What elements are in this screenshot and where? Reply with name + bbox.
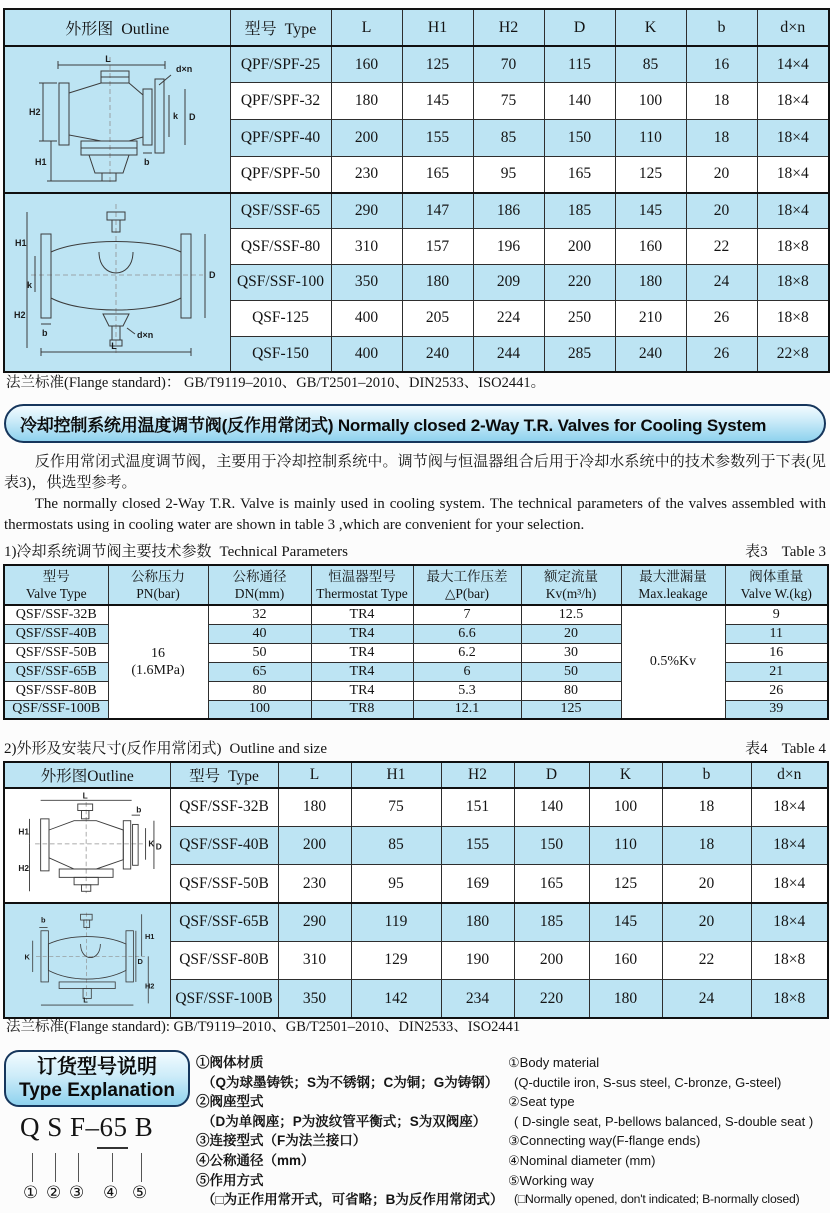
cell: 220 bbox=[544, 265, 615, 301]
svg-text:H1: H1 bbox=[144, 932, 155, 942]
connector-line bbox=[78, 1153, 79, 1182]
cell: 6.6 bbox=[413, 624, 521, 643]
svg-text:D: D bbox=[155, 841, 162, 852]
cell: 5.3 bbox=[413, 681, 521, 700]
svg-text:D: D bbox=[209, 270, 216, 280]
valve-type-cell: QSF-125 bbox=[230, 300, 331, 336]
cell: 20 bbox=[521, 624, 621, 643]
cell: 80 bbox=[521, 681, 621, 700]
code-mark-2: ② bbox=[46, 1183, 62, 1202]
qsf-valve-drawing bbox=[11, 196, 223, 364]
cell: 240 bbox=[615, 336, 686, 372]
cell: 20 bbox=[686, 193, 757, 229]
cell: 140 bbox=[544, 83, 615, 120]
cell: 18×8 bbox=[757, 300, 829, 336]
svg-text:L: L bbox=[111, 341, 117, 351]
cell: 18×4 bbox=[751, 903, 828, 941]
column-header: D bbox=[544, 9, 615, 46]
cn-item-1: ①阀体材质 bbox=[196, 1055, 264, 1070]
column-header: H2 bbox=[473, 9, 544, 46]
cell: 234 bbox=[441, 980, 514, 1018]
column-header: 阀体重量 Valve W.(kg) bbox=[725, 565, 828, 605]
section-1-heading: 1)冷却系统调节阀主要技术参数 Technical Parameters bbox=[4, 544, 348, 560]
valve-type-cell: QSF/SSF-50B bbox=[170, 865, 278, 903]
cn-item-2: ②阀座型式 bbox=[196, 1094, 264, 1110]
svg-text:b: b bbox=[144, 157, 150, 167]
valve-type-cell: QSF/SSF-40B bbox=[4, 624, 108, 643]
table-row bbox=[4, 46, 829, 83]
svg-text:H1: H1 bbox=[15, 238, 27, 248]
svg-text:b: b bbox=[40, 915, 46, 925]
cell: 180 bbox=[331, 83, 402, 120]
cell: 155 bbox=[402, 120, 473, 157]
table-row bbox=[4, 605, 828, 624]
cn-item-5-detail: （□为正作用常开式，可省略；B为反作用常闭式） bbox=[202, 1192, 504, 1208]
leakage-merged-cell: 0.5%Kv bbox=[621, 605, 725, 719]
cell: 200 bbox=[331, 120, 402, 157]
cell: 18×8 bbox=[751, 980, 828, 1018]
cell: 180 bbox=[402, 265, 473, 301]
cell: 75 bbox=[351, 788, 441, 826]
valve-type-cell: QSF/SSF-100 bbox=[230, 265, 331, 301]
cell: 205 bbox=[402, 300, 473, 336]
cell: 165 bbox=[514, 865, 589, 903]
cell: 24 bbox=[686, 265, 757, 301]
cell: 18×8 bbox=[757, 229, 829, 265]
cell: 50 bbox=[521, 662, 621, 681]
column-header: D bbox=[514, 762, 589, 788]
qsfb-valve-drawing-1 bbox=[7, 791, 169, 895]
cell: TR4 bbox=[311, 624, 413, 643]
cell: 142 bbox=[351, 980, 441, 1018]
code-mark-5: ⑤ bbox=[132, 1183, 148, 1202]
en-item-1: ①Body material bbox=[508, 1055, 600, 1070]
cell: 185 bbox=[544, 193, 615, 229]
cell: 125 bbox=[402, 46, 473, 83]
en-item-2-detail: ( D-single seat, P-bellows balanced, S-double seat ) bbox=[514, 1113, 814, 1129]
cell: 110 bbox=[615, 120, 686, 157]
valve-type-cell: QSF/SSF-32B bbox=[170, 788, 278, 826]
svg-text:b: b bbox=[136, 804, 142, 815]
connector-line bbox=[141, 1153, 142, 1182]
table-header-row bbox=[4, 762, 828, 788]
table-row bbox=[4, 903, 828, 941]
cell: 20 bbox=[662, 865, 751, 903]
outline-column-header: 外形图Outline bbox=[4, 762, 170, 788]
cell: 22 bbox=[662, 941, 751, 979]
cn-item-2-detail: （D为单阀座；P为波纹管平衡式；S为双阀座） bbox=[202, 1113, 487, 1129]
cell: 12.5 bbox=[521, 605, 621, 624]
cell: 285 bbox=[544, 336, 615, 372]
cell: 18×4 bbox=[757, 83, 829, 120]
cell: 180 bbox=[589, 980, 662, 1018]
svg-text:H2: H2 bbox=[18, 862, 30, 873]
cell: 16 bbox=[686, 46, 757, 83]
cell: 22×8 bbox=[757, 336, 829, 372]
qsfb-valve-drawing-2 bbox=[7, 906, 169, 1010]
cell: 50 bbox=[208, 643, 311, 662]
valve-type-cell: QSF/SSF-100B bbox=[170, 980, 278, 1018]
cell: TR4 bbox=[311, 643, 413, 662]
cell: 95 bbox=[351, 865, 441, 903]
cn-item-5: ⑤作用方式 bbox=[196, 1172, 264, 1188]
cell: 151 bbox=[441, 788, 514, 826]
en-item-4: ④Nominal diameter (mm) bbox=[508, 1152, 656, 1168]
cell: 190 bbox=[441, 941, 514, 979]
section-2-title bbox=[4, 737, 826, 758]
cell: 12.1 bbox=[413, 700, 521, 719]
cell: 30 bbox=[521, 643, 621, 662]
section-2-heading: 2)外形及安装尺寸(反作用常闭式) Outline and size bbox=[4, 741, 327, 757]
cell: 75 bbox=[473, 83, 544, 120]
svg-text:H2: H2 bbox=[14, 310, 26, 320]
svg-text:H2: H2 bbox=[29, 107, 41, 117]
cell: TR4 bbox=[311, 605, 413, 624]
code-underline bbox=[97, 1147, 128, 1149]
cell: 11 bbox=[725, 624, 828, 643]
valve-type-cell: QSF/SSF-65B bbox=[170, 903, 278, 941]
valve-type-cell: QSF-150 bbox=[230, 336, 331, 372]
cell: 100 bbox=[615, 83, 686, 120]
cell: 100 bbox=[208, 700, 311, 719]
cell: 165 bbox=[544, 156, 615, 193]
cell: 290 bbox=[278, 903, 351, 941]
connector-line bbox=[55, 1153, 56, 1182]
cell: 85 bbox=[615, 46, 686, 83]
cell: 40 bbox=[208, 624, 311, 643]
cell: 21 bbox=[725, 662, 828, 681]
column-header: 恒温器型号 Thermostat Type bbox=[311, 565, 413, 605]
cell: 18 bbox=[686, 83, 757, 120]
valve-type-cell: QSF/SSF-80B bbox=[4, 681, 108, 700]
cn-item-4: ④公称通径（mm） bbox=[196, 1152, 315, 1168]
valve-outline-drawing-qpf bbox=[4, 46, 230, 193]
cell: 85 bbox=[351, 826, 441, 864]
column-header: d×n bbox=[751, 762, 828, 788]
cell: 209 bbox=[473, 265, 544, 301]
cn-item-3: ③连接型式（F为法兰接口） bbox=[196, 1133, 367, 1149]
cell: TR8 bbox=[311, 700, 413, 719]
cell: 18×4 bbox=[751, 865, 828, 903]
type-column-header: 型号 Type bbox=[170, 762, 278, 788]
cell: 119 bbox=[351, 903, 441, 941]
outline-column-header: 外形图 Outline bbox=[4, 9, 230, 46]
flange-standard-note-2: 法兰标准(Flange standard): GB/T9119–2010、GB/T2501–2010、DIN2533、ISO2441 bbox=[6, 1019, 521, 1035]
cell: 14×4 bbox=[757, 46, 829, 83]
cn-item-1-detail: （Q为球墨铸铁；S为不锈钢；C为铜；G为铸钢） bbox=[202, 1074, 499, 1090]
svg-text:D: D bbox=[137, 956, 143, 966]
table-header-row bbox=[4, 565, 828, 605]
cell: 110 bbox=[589, 826, 662, 864]
qpf-valve-drawing bbox=[13, 49, 221, 185]
cell: 400 bbox=[331, 336, 402, 372]
table-header-row bbox=[4, 9, 829, 46]
intro-paragraph-en: The normally closed 2-Way T.R. Valve is mainly used in cooling system. The technical parameters of the valves assembled with thermostats using in cooling water are shown in table 3 ,which are convenient for your selection. bbox=[4, 496, 826, 533]
table-4-reference: 表4 Table 4 bbox=[745, 741, 826, 757]
svg-text:H2: H2 bbox=[144, 981, 155, 991]
cell: 160 bbox=[589, 941, 662, 979]
type-code: Q S F–65 B bbox=[20, 1112, 154, 1142]
cell: 129 bbox=[351, 941, 441, 979]
column-header: b bbox=[662, 762, 751, 788]
column-header: d×n bbox=[757, 9, 829, 46]
column-header: 额定流量 Kv(m³/h) bbox=[521, 565, 621, 605]
column-header: 最大工作压差 △P(bar) bbox=[413, 565, 521, 605]
column-header: 公称压力 PN(bar) bbox=[108, 565, 208, 605]
code-mark-4: ④ bbox=[103, 1183, 119, 1202]
cell: 220 bbox=[514, 980, 589, 1018]
valve-type-cell: QSF/SSF-40B bbox=[170, 826, 278, 864]
svg-text:L: L bbox=[82, 791, 88, 801]
cell: 39 bbox=[725, 700, 828, 719]
flange-standard-note-1: 法兰标准(Flange standard)： GB/T9119–2010、GB/T2501–2010、DIN2533、ISO2441。 bbox=[6, 375, 546, 391]
en-item-1-detail: (Q-ductile iron, S-sus steel, C-bronze, G-steel) bbox=[514, 1074, 782, 1090]
valve-type-cell: QPF/SPF-25 bbox=[230, 46, 331, 83]
type-explanation-en-list bbox=[508, 1053, 830, 1210]
badge-title-cn: 订货型号说明 bbox=[37, 1056, 157, 1078]
cell: 125 bbox=[615, 156, 686, 193]
cell: 310 bbox=[278, 941, 351, 979]
cell: 6 bbox=[413, 662, 521, 681]
code-mark-3: ③ bbox=[69, 1183, 85, 1202]
svg-text:K: K bbox=[148, 838, 155, 849]
cell: 100 bbox=[589, 788, 662, 826]
section-banner: 冷却控制系统用温度调节阀(反作用常闭式) Normally closed 2-Way T.R. Valves for Cooling System bbox=[4, 404, 826, 443]
en-item-5-detail: (□Normally opened, don't indicated; B-normally closed) bbox=[514, 1192, 800, 1207]
pn-merged-cell: 16 (1.6MPa) bbox=[108, 605, 208, 719]
cell: 200 bbox=[544, 229, 615, 265]
table-row bbox=[4, 193, 829, 229]
valve-type-cell: QSF/SSF-80B bbox=[170, 941, 278, 979]
column-header: H1 bbox=[351, 762, 441, 788]
cell: 244 bbox=[473, 336, 544, 372]
connector-line bbox=[32, 1153, 33, 1182]
valve-type-cell: QSF/SSF-80 bbox=[230, 229, 331, 265]
cell: 18 bbox=[686, 120, 757, 157]
table-3-reference: 表3 Table 3 bbox=[745, 544, 826, 560]
valve-type-cell: QPF/SPF-50 bbox=[230, 156, 331, 193]
svg-text:H1: H1 bbox=[35, 157, 47, 167]
badge-title-en: Type Explanation bbox=[19, 1080, 175, 1101]
svg-text:k: k bbox=[27, 280, 33, 290]
cell: 140 bbox=[514, 788, 589, 826]
column-header: L bbox=[331, 9, 402, 46]
cell: 169 bbox=[441, 865, 514, 903]
en-item-5: ⑤Working way bbox=[508, 1172, 594, 1188]
cell: 22 bbox=[686, 229, 757, 265]
cell: 24 bbox=[662, 980, 751, 1018]
valve-type-cell: QPF/SPF-40 bbox=[230, 120, 331, 157]
en-item-2: ②Seat type bbox=[508, 1094, 575, 1110]
cell: 200 bbox=[278, 826, 351, 864]
type-column-header: 型号 Type bbox=[230, 9, 331, 46]
intro-paragraph-cn: 反作用常闭式温度调节阀，主要用于冷却控制系统中。调节阀与恒温器组合后用于冷却水系统中的技术参数列于下表(见表3)，供选型参考。 bbox=[4, 454, 826, 491]
cell: 165 bbox=[402, 156, 473, 193]
code-mark-1: ① bbox=[23, 1183, 39, 1202]
cell: 26 bbox=[686, 336, 757, 372]
cell: 230 bbox=[278, 865, 351, 903]
en-item-3: ③Connecting way(F-flange ends) bbox=[508, 1133, 701, 1149]
intro-paragraphs bbox=[4, 452, 826, 536]
cell: 310 bbox=[331, 229, 402, 265]
cell: 250 bbox=[544, 300, 615, 336]
cell: 20 bbox=[686, 156, 757, 193]
column-header: L bbox=[278, 762, 351, 788]
cell: 150 bbox=[514, 826, 589, 864]
cell: 18×4 bbox=[751, 826, 828, 864]
valve-outline-drawing-b-top bbox=[4, 788, 170, 903]
table-row bbox=[4, 788, 828, 826]
valve-type-cell: QSF/SSF-32B bbox=[4, 605, 108, 624]
cell: 160 bbox=[331, 46, 402, 83]
svg-text:L: L bbox=[83, 995, 88, 1005]
cell: 160 bbox=[615, 229, 686, 265]
valve-type-cell: QSF/SSF-65B bbox=[4, 662, 108, 681]
cell: 18×8 bbox=[757, 265, 829, 301]
cell: 18×4 bbox=[757, 120, 829, 157]
cell: 400 bbox=[331, 300, 402, 336]
valve-type-cell: QSF/SSF-100B bbox=[4, 700, 108, 719]
cell: 65 bbox=[208, 662, 311, 681]
cell: 186 bbox=[473, 193, 544, 229]
svg-text:K: K bbox=[24, 952, 30, 962]
cell: 18×4 bbox=[757, 193, 829, 229]
column-header: K bbox=[589, 762, 662, 788]
section-1-title bbox=[4, 540, 826, 561]
cell: 6.2 bbox=[413, 643, 521, 662]
cell: 70 bbox=[473, 46, 544, 83]
valve-type-cell: QSF/SSF-65 bbox=[230, 193, 331, 229]
cell: 180 bbox=[441, 903, 514, 941]
outline-size-table-b bbox=[3, 761, 829, 1019]
valve-type-cell: QSF/SSF-50B bbox=[4, 643, 108, 662]
svg-text:H1: H1 bbox=[18, 826, 30, 837]
cell: 200 bbox=[514, 941, 589, 979]
cell: 7 bbox=[413, 605, 521, 624]
cell: 210 bbox=[615, 300, 686, 336]
cell: 196 bbox=[473, 229, 544, 265]
cell: 145 bbox=[402, 83, 473, 120]
cell: 26 bbox=[686, 300, 757, 336]
svg-text:k: k bbox=[173, 111, 179, 121]
cell: 18×4 bbox=[757, 156, 829, 193]
cell: 16 bbox=[725, 643, 828, 662]
cell: 224 bbox=[473, 300, 544, 336]
cell: 230 bbox=[331, 156, 402, 193]
valve-outline-drawing-b-bottom bbox=[4, 903, 170, 1018]
cell: 180 bbox=[615, 265, 686, 301]
column-header: H1 bbox=[402, 9, 473, 46]
cell: 26 bbox=[725, 681, 828, 700]
connector-line bbox=[112, 1153, 113, 1182]
cell: 20 bbox=[662, 903, 751, 941]
svg-text:d×n: d×n bbox=[176, 64, 193, 74]
column-header: H2 bbox=[441, 762, 514, 788]
svg-text:D: D bbox=[189, 112, 196, 122]
type-code-figure bbox=[8, 1112, 198, 1213]
cell: 18 bbox=[662, 826, 751, 864]
column-header: b bbox=[686, 9, 757, 46]
cell: 155 bbox=[441, 826, 514, 864]
cell: 18×4 bbox=[751, 788, 828, 826]
cell: 125 bbox=[589, 865, 662, 903]
cell: 95 bbox=[473, 156, 544, 193]
cell: 115 bbox=[544, 46, 615, 83]
cell: 350 bbox=[278, 980, 351, 1018]
valve-outline-drawing-qsf bbox=[4, 193, 230, 372]
column-header: 最大泄漏量 Max.leakage bbox=[621, 565, 725, 605]
cell: 145 bbox=[589, 903, 662, 941]
valve-type-cell: QPF/SPF-32 bbox=[230, 83, 331, 120]
column-header: 公称通径 DN(mm) bbox=[208, 565, 311, 605]
cell: 240 bbox=[402, 336, 473, 372]
cell: TR4 bbox=[311, 681, 413, 700]
technical-parameters-table bbox=[3, 564, 829, 720]
column-header: K bbox=[615, 9, 686, 46]
cell: 185 bbox=[514, 903, 589, 941]
cell: TR4 bbox=[311, 662, 413, 681]
dimensions-table-qpf-qsf bbox=[3, 8, 830, 373]
cell: 145 bbox=[615, 193, 686, 229]
cell: 180 bbox=[278, 788, 351, 826]
svg-text:b: b bbox=[42, 328, 48, 338]
cell: 125 bbox=[521, 700, 621, 719]
cell: 147 bbox=[402, 193, 473, 229]
cell: 18×8 bbox=[751, 941, 828, 979]
cell: 18 bbox=[662, 788, 751, 826]
cell: 350 bbox=[331, 265, 402, 301]
column-header: 型号 Valve Type bbox=[4, 565, 108, 605]
cell: 9 bbox=[725, 605, 828, 624]
type-explanation-cn-list bbox=[196, 1053, 508, 1210]
cell: 290 bbox=[331, 193, 402, 229]
cell: 150 bbox=[544, 120, 615, 157]
type-explanation-badge bbox=[4, 1050, 190, 1107]
cell: 157 bbox=[402, 229, 473, 265]
svg-text:L: L bbox=[105, 54, 111, 64]
svg-text:d×n: d×n bbox=[137, 330, 154, 340]
cell: 80 bbox=[208, 681, 311, 700]
cell: 32 bbox=[208, 605, 311, 624]
cell: 85 bbox=[473, 120, 544, 157]
